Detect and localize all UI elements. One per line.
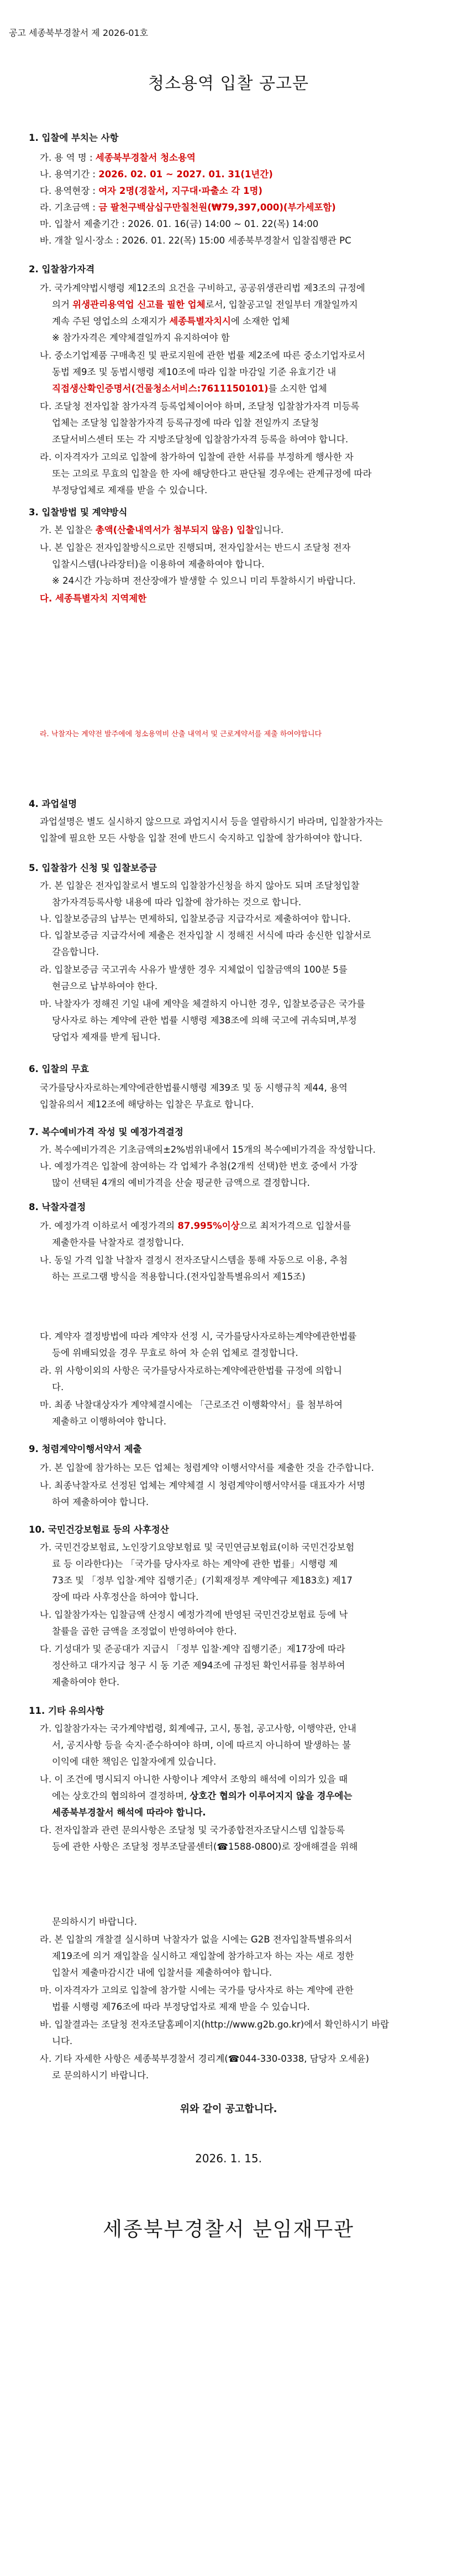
text-line: 라. 입찰보증금 국고귀속 사유가 발생한 경우 지체없이 입찰금액의 100분 5를 xyxy=(40,964,348,975)
text-line: 장에 따라 사후정산을 하여야 합니다. xyxy=(52,1592,199,1602)
text-line: 당사자로 하는 계약에 관한 법률 시행령 제38조에 의해 국고에 귀속되며,부정 xyxy=(52,1015,357,1026)
text-line: 마. 최종 낙찰대상자가 계약체결시에는 「근로조건 이행확약서」를 첨부하여 xyxy=(40,1400,343,1410)
issuing-agency: 세종북부경찰서 분임재무관 xyxy=(103,2218,354,2241)
section-heading: 10. 국민건강보험료 등의 사후정산 xyxy=(29,1524,169,1535)
section-heading: 6. 입찰의 무효 xyxy=(29,1064,89,1074)
notice-date: 2026. 1. 15. xyxy=(195,2152,262,2165)
text-line xyxy=(52,1791,352,1802)
text-line: 료 등 이라한다)는 「국가를 당사자로 하는 계약에 관한 법률」시행령 제 xyxy=(52,1559,338,1569)
text-line: 사. 기타 자세한 사항은 세종북부경찰서 경리계(☎044-330-0338, 담당자 오세윤) xyxy=(40,2054,369,2064)
text-line: 나. 입찰참가자는 입찰금액 산정시 예정가격에 반영된 국민건강보험료 등에 낙 xyxy=(40,1609,348,1620)
bid-period-line: 마. 입찰서 제출기간 : 2026. 01. 16(금) 14:00 ~ 01. 22(목) 14:00 xyxy=(40,219,319,229)
text-line: 부정당업체로 제재를 받을 수 있습니다. xyxy=(52,485,208,495)
section-heading: 7. 복수예비가격 작성 및 예정가격결정 xyxy=(29,1127,183,1137)
text-line: 등에 위배되었을 경우 무효로 하여 차 순위 업체로 결정합니다. xyxy=(52,1348,298,1358)
text-line: 다. 세종특별자치 지역제한 xyxy=(40,593,147,604)
text-line xyxy=(52,299,358,310)
page-title: 청소용역 입찰 공고문 xyxy=(148,74,309,93)
text-line: 다. 입찰보증금 지급각서에 제출은 전자입찰 시 정해진 서식에 따라 송신한 입찰서로 xyxy=(40,930,371,941)
text-line: 국가를당사자로하는계약에관한법률시행령 제39조 및 동 시행규칙 제44, 용역 xyxy=(40,1083,348,1093)
text-line: 다. xyxy=(52,1382,64,1392)
text-line: 과업설명은 별도 실시하지 않으므로 과업지시서 등을 열람하시기 바라며, 입찰참가자는 xyxy=(40,816,384,827)
text-line: 다. 계약자 결정방법에 따라 계약자 선정 시, 국가를당사자로하는계약에관한법률 xyxy=(40,1331,357,1342)
text-line: 이익에 대한 책임은 입찰자에게 있습니다. xyxy=(52,1756,217,1767)
text: 에 소재한 업체 xyxy=(230,316,290,326)
text-line: 라. 낙찰자는 계약전 발주에에 청소용역비 산출 내역서 및 근로계약서를 제출 하여야합니다 xyxy=(40,730,322,738)
service-period-line xyxy=(40,169,273,180)
text-line: 하는 프로그램 방식을 적용합니다.(전자입찰특별유의서 제15조) xyxy=(52,1271,306,1282)
text-line: 입찰서 제출마감시간 내에 입찰서를 제출하여야 합니다. xyxy=(52,1967,272,1978)
text-line: 가. 본 입찰에 참가하는 모든 업체는 청렴계약 이행서약서를 제출한 것을 간주합니다. xyxy=(40,1463,374,1473)
text-line: 찰률을 곱한 금액을 조정없이 반영하여야 한다. xyxy=(52,1626,237,1637)
text-line: 또는 고의로 무효의 입찰을 한 자에 해당한다고 판단될 경우에는 관계규정에 따라 xyxy=(52,468,372,479)
notice-number: 공고 세종북부경찰서 제 2026-01호 xyxy=(9,28,149,38)
text-line: 갈음합니다. xyxy=(52,947,99,957)
label: 가. 용 역 명 : xyxy=(40,152,96,163)
text-line: 참가자격등록사항 내용에 따라 입찰에 참가하는 것으로 합니다. xyxy=(52,897,302,907)
text-line: 나. 이 조건에 명시되지 아니한 사항이나 계약서 조항의 해석에 이의가 있을 때 xyxy=(40,1774,348,1785)
section-heading: 2. 입찰참가자격 xyxy=(29,264,95,275)
highlight: 87.995%이상 xyxy=(177,1221,240,1231)
section-heading: 1. 입찰에 부치는 사항 xyxy=(29,133,119,143)
text-line: 가. 국민건강보험료, 노인장기요양보험료 및 국민연금보험료(이하 국민건강보험 xyxy=(40,1542,355,1553)
label: 다. 용역현장 : xyxy=(40,186,99,196)
service-period: 2026. 02. 01 ~ 2027. 01. 31(1년간) xyxy=(98,169,273,180)
section-heading: 11. 기타 유의사항 xyxy=(29,1706,104,1716)
text-line: 입찰에 필요한 모든 사항을 입찰 전에 반드시 숙지하고 입찰에 참가하여야 합니다. xyxy=(40,833,363,843)
text-line: 제19조에 의거 재입찰을 실시하고 재입찰에 참가하고자 하는 자는 새로 정한 xyxy=(52,1951,354,1961)
section-heading: 5. 입찰참가 신청 및 입찰보증금 xyxy=(29,863,157,873)
base-price: 금 팔천구백삼십구만칠천원(₩79,397,000)(부가세포함) xyxy=(98,202,336,213)
text-line: ※ 참가자격은 계약체결일까지 유지하여야 함 xyxy=(52,332,230,343)
highlight: 세종특별자치시 xyxy=(169,316,231,326)
text-line: 제출한자를 낙찰자로 결정합니다. xyxy=(52,1237,184,1248)
text-line: 나. 본 입찰은 전자입찰방식으로만 진행되며, 전자입찰서는 반드시 조달청 전자 xyxy=(40,542,351,553)
text-line: 가. 입찰참가자는 국가계약법령, 회계예규, 고시, 통첩, 공고사항, 이행약관, 안내 xyxy=(40,1723,356,1734)
text-line: 73조 및 「정부 입찰·계약 집행기준」(기획재정부 계약예규 제183호) 제17 xyxy=(52,1575,353,1586)
label: 나. 용역기간 : xyxy=(40,169,99,180)
text-line: 세종북부경찰서 해석에 따라야 합니다. xyxy=(52,1807,206,1818)
text-line: 서, 공지사항 등을 숙지·준수하여야 하며, 이에 따르지 아니하여 발생하는 불 xyxy=(52,1740,351,1750)
text-line: 제출하여야 한다. xyxy=(52,1677,120,1687)
text-line: 다. 전자입찰과 관련 문의사항은 조달청 및 국가종합전자조달시스템 입찰등록 xyxy=(40,1825,345,1835)
text-line: ※ 24시간 가능하며 전산장애가 발생할 수 있으니 미리 투찰하시기 바랍니다. xyxy=(52,576,356,586)
text-line: 나. 동일 가격 입찰 낙찰자 결정시 전자조달시스템을 통해 자동으로 이용, 추첨 xyxy=(40,1255,348,1265)
service-site: 여자 2명(경찰서, 지구대·파출소 각 1명) xyxy=(98,186,262,196)
text-line: 라. 이자격자가 고의로 입찰에 참가하여 입찰에 관한 서류를 부정하게 행사한 자 xyxy=(40,452,354,462)
opening-line: 바. 개찰 일시·장소 : 2026. 01. 22(목) 15:00 세종북부경찰서 입찰집행관 PC xyxy=(40,235,351,246)
text-line: 현금으로 납부하여야 한다. xyxy=(52,981,158,991)
service-name: 세종북부경찰서 청소용역 xyxy=(95,152,196,163)
text: 입니다. xyxy=(254,525,284,535)
text-line: 로 문의하시기 바랍니다. xyxy=(52,2070,149,2081)
emphasis: 상호간 협의가 이루어지지 않을 경우에는 xyxy=(190,1791,353,1801)
text: 에는 상호간의 협의하여 결정하며, xyxy=(52,1791,190,1801)
text: 가. 본 입찰은 xyxy=(40,525,96,535)
text-line: 가. 복수예비가격은 기초금액의±2%범위내에서 15개의 복수예비가격을 작성합니다. xyxy=(40,1144,376,1155)
text: 를 소지한 업체 xyxy=(268,383,327,394)
text-line: 나. 중소기업제품 구매촉진 및 판로지원에 관한 법률 제2조에 따른 중소기업자로서 xyxy=(40,350,365,361)
text-line: 다. 기성대가 및 준공대가 지급시 「정부 입찰·계약 집행기준」제17장에 따라 xyxy=(40,1644,345,1654)
text-line: 문의하시기 바랍니다. xyxy=(52,1917,137,1927)
text-line: 다. 조달청 전자입찰 참가자격 등록업체이어야 하며, 조달청 입찰참가자격 미등록 xyxy=(40,401,360,411)
text-line: 입찰시스템(나라장터)을 이용하여 제출하여야 합니다. xyxy=(52,559,265,569)
label: 라. 기초금액 : xyxy=(40,202,99,213)
text-line: 라. 본 입찰의 개찰결 실시하며 낙찰자가 없을 시에는 G2B 전자입찰특별유의서 xyxy=(40,1934,353,1945)
text-line: 마. 낙찰자가 정해진 기일 내에 계약을 체결하지 아니한 경우, 입찰보증금은 국가를 xyxy=(40,999,365,1009)
text-line: 정산하고 대가지급 청구 시 동 기준 제94조에 규정된 확인서류를 첨부하여 xyxy=(52,1660,345,1671)
text-line: 등에 관한 사항은 조달청 정부조달콜센터(☎1588-0800)로 장애해결을 위해 xyxy=(52,1841,358,1852)
text-line: 입찰유의서 제12조에 해당하는 입찰은 무효로 합니다. xyxy=(40,1099,254,1110)
text: 계속 주된 영업소의 소재지가 xyxy=(52,316,170,326)
text-line xyxy=(52,316,290,327)
text-line: 바. 입찰결과는 조달청 전자조달홈페이지(http://www.g2b.go.kr)에서 확인하시기 바랍 xyxy=(40,2019,390,2030)
text-line: 하여 제출하여야 합니다. xyxy=(52,1497,149,1507)
section-heading: 9. 청렴계약이행서약서 제출 xyxy=(29,1444,142,1454)
text: 가. 예정가격 이하로서 예정가격의 xyxy=(40,1221,178,1231)
text-line: 업체는 조달청 입찰참가자격 등록규정에 따라 입찰 전일까지 조달청 xyxy=(52,418,319,428)
section-heading: 4. 과업설명 xyxy=(29,799,77,809)
text: 으로 최저가격으로 입찰서를 xyxy=(239,1221,351,1231)
text-line: 나. 입찰보증금의 납부는 면제하되, 입찰보증금 지급각서로 제출하여야 합니다. xyxy=(40,914,351,924)
section-heading: 3. 입찰방법 및 계약방식 xyxy=(29,507,128,518)
text-line: 제출하고 이행하여야 합니다. xyxy=(52,1416,167,1427)
service-name-line xyxy=(40,152,196,163)
text-line: 많이 선택된 4개의 예비가격을 산술 평균한 금액으로 결정합니다. xyxy=(52,1178,310,1188)
highlight: 위생관리용역업 신고를 필한 업체 xyxy=(72,299,206,310)
text-line: 니다. xyxy=(52,2036,73,2046)
text-line: 조달서비스센터 또는 각 지방조달청에 입찰참가자격 등록을 하여야 합니다. xyxy=(52,434,349,445)
text-line xyxy=(40,525,283,536)
text-line: 법률 시행령 제76조에 따라 부정당업자로 제재 받을 수 있습니다. xyxy=(52,2002,310,2012)
text: 의거 xyxy=(52,299,73,310)
section-heading: 8. 낙찰자결정 xyxy=(29,1202,86,1212)
text-line: 나. 최종낙찰자로 선정된 업체는 계약체결 시 청렴계약이행서약서를 대표자가 서명 xyxy=(40,1480,366,1491)
closing-statement: 위와 같이 공고합니다. xyxy=(180,2103,277,2115)
base-price-line xyxy=(40,202,336,213)
highlight: 직접생산확인증명서(건물청소서비스:7611150101) xyxy=(52,383,269,394)
text-line: 라. 위 사항이외의 사항은 국가를당사자로하는계약에관한법률 규정에 의합니 xyxy=(40,1365,342,1376)
text-line: 당업자 제재를 받게 됩니다. xyxy=(52,1032,161,1042)
text-line: 가. 본 입찰은 전자입찰로서 별도의 입찰참가신청을 하지 않아도 되며 조달청입찰 xyxy=(40,880,360,891)
text-line: 마. 이자격자가 고의로 입찰에 참가할 시에는 국가를 당사자로 하는 계약에 관한 xyxy=(40,1985,354,1996)
text-line: 가. 국가계약법시행령 제12조의 요건을 구비하고, 공공위생관리법 제3조의 규정에 xyxy=(40,283,365,293)
text-line: 나. 예정가격은 입찰에 참여하는 각 업체가 추첨(2개씩 선택)한 번호 중에서 가장 xyxy=(40,1161,358,1171)
text: 로서, 입찰공고일 전일부터 개찰일까지 xyxy=(205,299,358,310)
text-line xyxy=(40,1221,351,1232)
text-line: 동법 제9조 및 동법시행령 제10조에 따라 입찰 마감일 기준 유효기간 내 xyxy=(52,367,337,377)
text-line xyxy=(52,383,327,394)
service-site-line xyxy=(40,186,262,197)
highlight: 총액(산출내역서가 첨부되지 않음) 입찰 xyxy=(95,525,255,535)
